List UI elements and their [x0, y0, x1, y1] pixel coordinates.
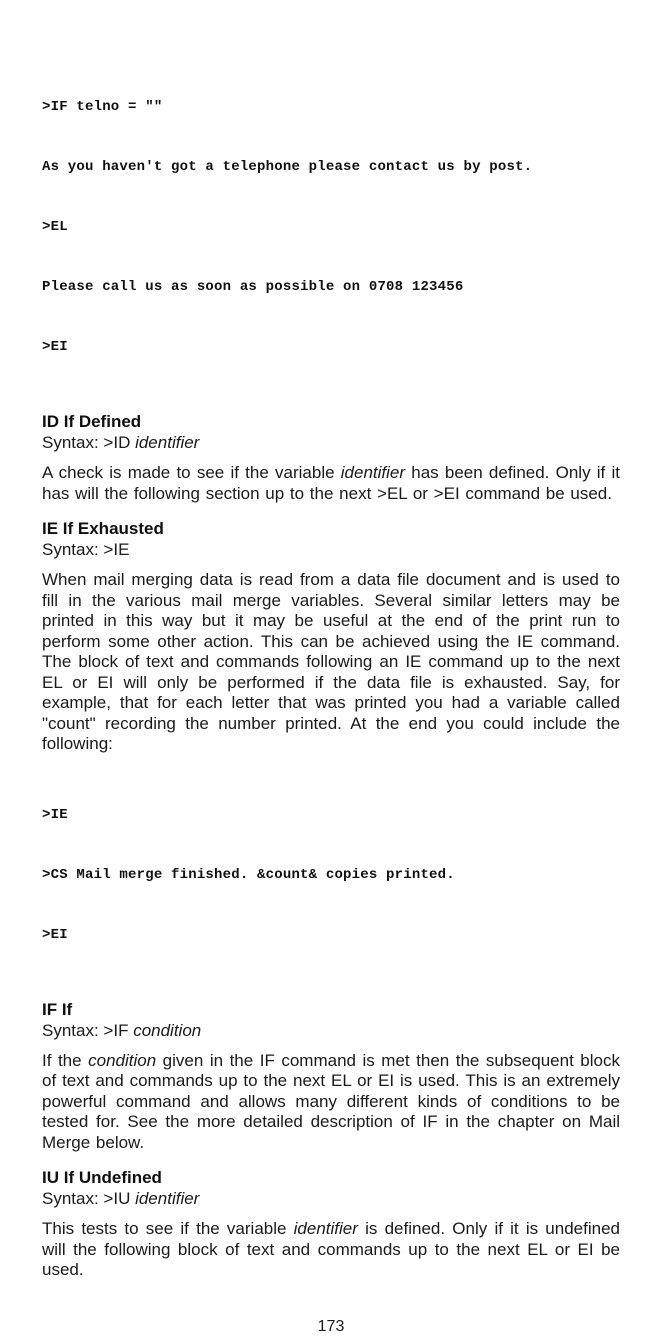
code-line: >CS Mail merge finished. &count& copies printed.	[42, 866, 455, 883]
code-example-ie	[42, 765, 620, 985]
paragraph-text: This tests to see if the variable	[42, 1219, 294, 1238]
syntax-label: Syntax: >IE	[42, 540, 130, 559]
code-line: As you haven't got a telephone please contact us by post.	[42, 159, 533, 175]
page-content	[42, 57, 620, 1337]
code-line: >EI	[42, 926, 68, 943]
syntax-label: Syntax: >IU	[42, 1189, 136, 1208]
section-ie-if-exhausted	[42, 518, 620, 985]
code-line: >EL	[42, 219, 68, 235]
paragraph-ie: When mail merging data is read from a data file document and is used to fill in the various mail merge variables. Several similar letters may be printed in this way but it may be useful at the end of the print run to perform some other action. This can be achieved using the IE command. The block of text and commands following an IE command up to the next EL or EI will only be performed if the data file is exhausted. Say, for example, that for each letter that was printed you had a variable called "count" recording the number printed. At the end you could include the following:	[42, 570, 620, 753]
paragraph-italic-term: condition	[88, 1050, 157, 1070]
paragraph-if	[42, 1051, 620, 1154]
paragraph-italic-term: identifier	[340, 463, 406, 482]
paragraph-text: is defined. Only if it is undefined will the following block of text and commands up to the next EL or EI be used.	[42, 1219, 620, 1279]
paragraph-text: A check is made to see if the variable	[42, 463, 341, 482]
syntax-line-id	[42, 432, 620, 453]
syntax-line-if	[42, 1020, 620, 1041]
paragraph-italic-term: identifier	[293, 1219, 358, 1238]
paragraph-text: has been defined. Only if it has will the following section up to the next >EL or >EI command be used.	[42, 463, 620, 503]
code-example-if-telno	[42, 57, 620, 397]
syntax-label: Syntax: >IF	[42, 1020, 134, 1040]
syntax-argument: identifier	[135, 1189, 200, 1208]
syntax-argument: condition	[133, 1020, 202, 1040]
syntax-line-ie	[42, 539, 620, 560]
code-line: >IE	[42, 806, 68, 823]
paragraph-id	[42, 463, 620, 504]
section-heading-iu: IU If Undefined	[42, 1168, 162, 1187]
section-heading-id: ID If Defined	[42, 412, 142, 431]
section-id-if-defined	[42, 411, 620, 504]
code-line: >EI	[42, 339, 68, 355]
paragraph-iu	[42, 1219, 620, 1281]
section-if-if	[42, 999, 620, 1154]
section-iu-if-undefined	[42, 1167, 620, 1281]
code-line: Please call us as soon as possible on 0708 123456	[42, 279, 464, 295]
code-line: >IF telno = ""	[42, 99, 163, 115]
section-heading-if: IF If	[42, 999, 73, 1019]
syntax-label: Syntax: >ID	[42, 433, 136, 452]
syntax-line-iu	[42, 1188, 620, 1209]
paragraph-text: If the	[42, 1050, 89, 1070]
paragraph-text: given in the IF command is met then the subsequent block of text and commands up to the next EL or EI is used. This is an extremely powerful command and allows many different kinds of conditions to be tested for. See the more detailed description of IF in the chapter on Mail Merge below.	[42, 1050, 620, 1152]
syntax-argument: identifier	[135, 433, 200, 452]
section-heading-ie: IE If Exhausted	[42, 519, 164, 538]
page-number: 173	[317, 1317, 345, 1335]
